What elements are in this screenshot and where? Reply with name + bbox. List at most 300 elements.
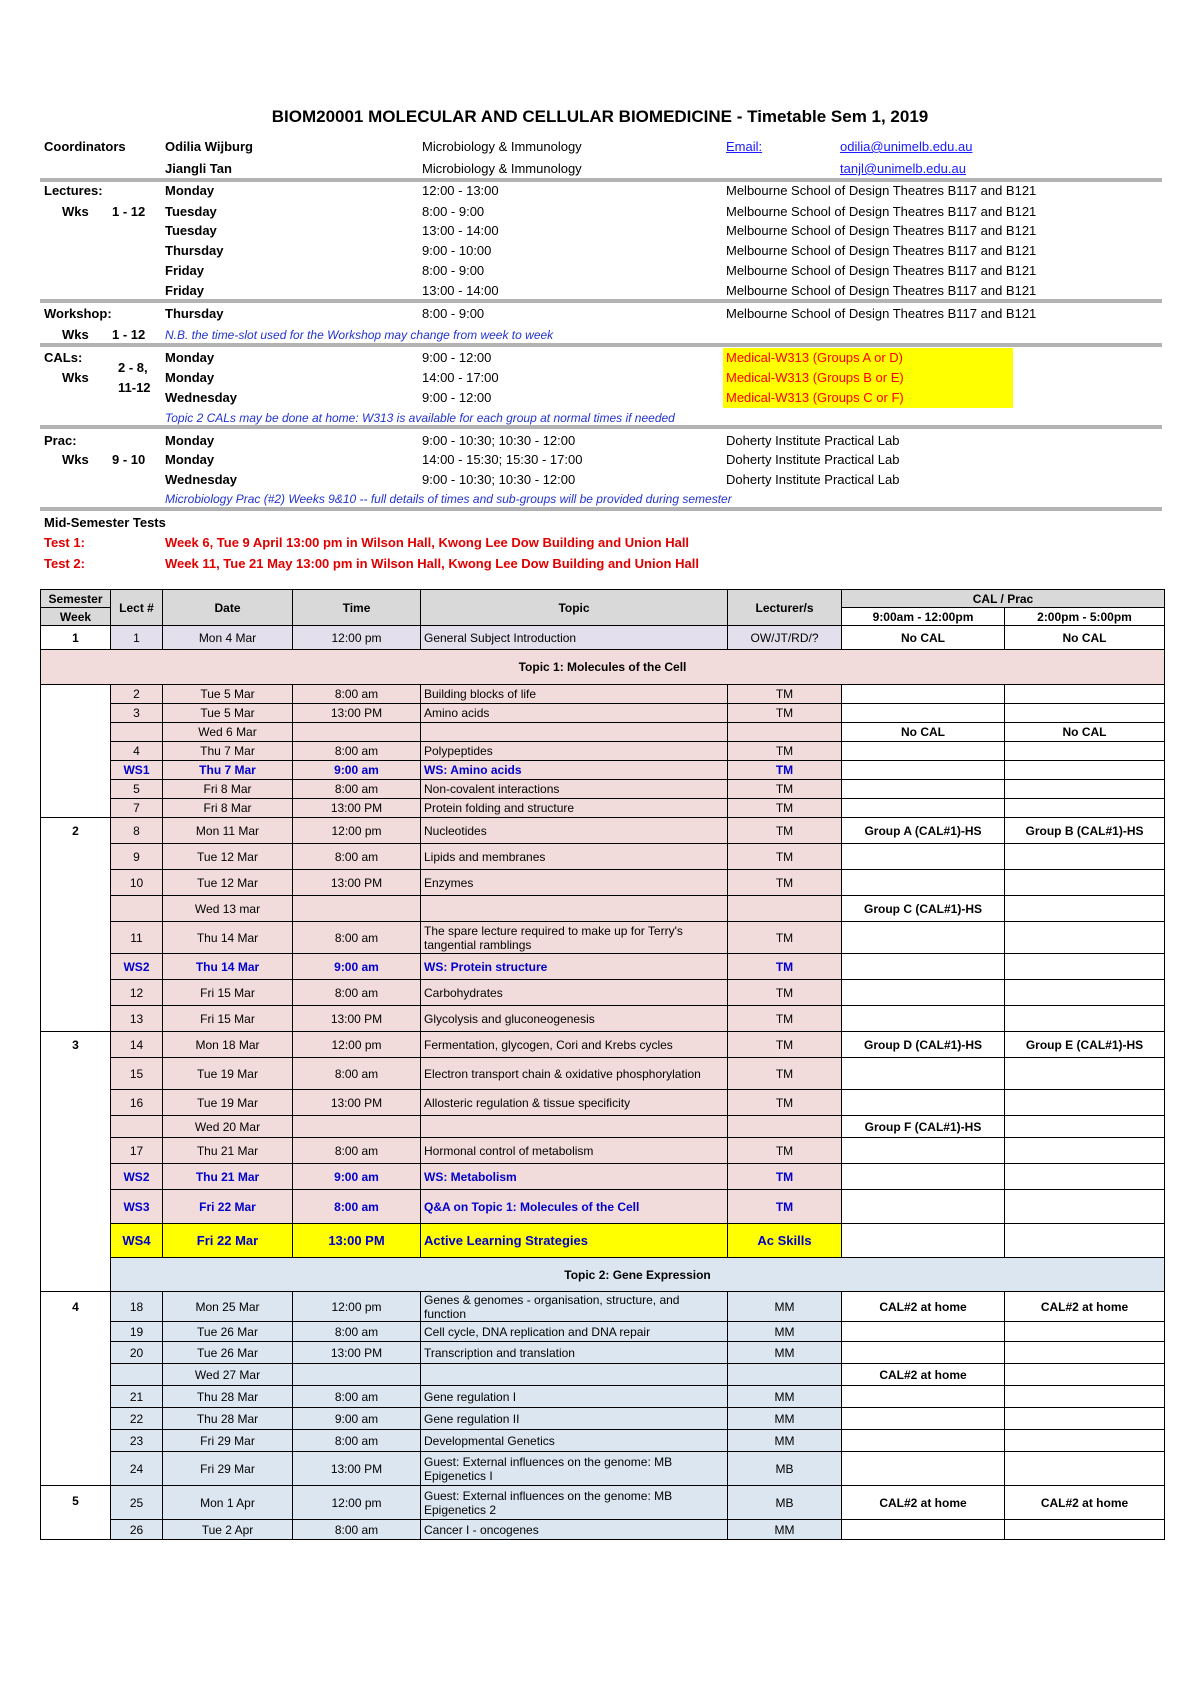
lecturer-cell: MB xyxy=(728,1486,842,1520)
lect-cell xyxy=(111,723,163,742)
topic-cell: Genes & genomes - organisation, structure, and function xyxy=(421,1292,728,1322)
lecturer-cell xyxy=(728,723,842,742)
time-cell: 8:00 am xyxy=(293,1058,421,1090)
date-cell: Tue 5 Mar xyxy=(163,685,293,704)
topic-cell: Hormonal control of metabolism xyxy=(421,1138,728,1164)
table-row xyxy=(41,1190,1165,1224)
lecture-venue: Melbourne School of Design Theatres B117 and B121 xyxy=(726,283,1037,298)
time-cell: 13:00 PM xyxy=(293,870,421,896)
cal-day: Monday xyxy=(165,350,215,365)
lecturer-cell: TM xyxy=(728,799,842,818)
cal-pm-cell xyxy=(1005,1364,1165,1386)
prac-venue: Doherty Institute Practical Lab xyxy=(726,472,900,487)
lect-cell: WS1 xyxy=(111,761,163,780)
cal-am-cell xyxy=(842,1430,1005,1452)
cal-am-cell xyxy=(842,1386,1005,1408)
time-cell: 8:00 am xyxy=(293,685,421,704)
prac-day: Wednesday xyxy=(165,472,238,487)
date-cell: Thu 28 Mar xyxy=(163,1408,293,1430)
time-cell: 8:00 am xyxy=(293,1190,421,1224)
cal-pm-cell xyxy=(1005,1342,1165,1364)
cal-pm-cell xyxy=(1005,780,1165,799)
prac-time: 9:00 - 10:30; 10:30 - 12:00 xyxy=(422,472,576,487)
topic-cell: Transcription and translation xyxy=(421,1342,728,1364)
time-cell: 12:00 pm xyxy=(293,1486,421,1520)
table-row xyxy=(41,1138,1165,1164)
time-cell: 8:00 am xyxy=(293,1430,421,1452)
lect-cell: 18 xyxy=(111,1292,163,1322)
cal-pm-cell: CAL#2 at home xyxy=(1005,1292,1165,1322)
email-link[interactable]: tanjl@unimelb.edu.au xyxy=(840,161,966,176)
cal-pm-cell xyxy=(1005,1090,1165,1116)
time-cell: 13:00 PM xyxy=(293,1224,421,1258)
topic-cell xyxy=(421,1364,728,1386)
lecturer-cell: TM xyxy=(728,922,842,954)
week-cell: 2 xyxy=(41,818,111,1032)
table-row xyxy=(41,1292,1165,1322)
lecturer-cell: TM xyxy=(728,1006,842,1032)
lect-cell: 26 xyxy=(111,1520,163,1540)
week-header: Semester xyxy=(41,590,111,608)
cal-pm-cell xyxy=(1005,1322,1165,1342)
lecturer-cell: TM xyxy=(728,980,842,1006)
week-cell: 5 xyxy=(41,1486,111,1540)
lecturer-cell: OW/JT/RD/? xyxy=(728,626,842,650)
topic-cell: Allosteric regulation & tissue specificity xyxy=(421,1090,728,1116)
cal-am-cell xyxy=(842,1322,1005,1342)
topic-cell: Guest: External influences on the genome: MB Epigenetics 2 xyxy=(421,1486,728,1520)
cal-pm-cell xyxy=(1005,1058,1165,1090)
prac-venue: Doherty Institute Practical Lab xyxy=(726,452,900,467)
coordinators-label: Coordinators xyxy=(44,139,126,154)
table-row xyxy=(41,1486,1165,1520)
cal-pm-cell xyxy=(1005,1408,1165,1430)
lecture-day: Friday xyxy=(165,263,205,278)
topic-cell: Developmental Genetics xyxy=(421,1430,728,1452)
lect-cell: WS2 xyxy=(111,1164,163,1190)
lect-cell: 1 xyxy=(111,626,163,650)
weeks-range: 1 - 12 xyxy=(112,327,146,342)
cal-am-cell xyxy=(842,1342,1005,1364)
cal-pm-cell xyxy=(1005,1520,1165,1540)
prac-time: 9:00 - 10:30; 10:30 - 12:00 xyxy=(422,433,576,448)
lecturer-cell xyxy=(728,896,842,922)
table-row xyxy=(41,1090,1165,1116)
cal-am-cell xyxy=(842,870,1005,896)
cal-am-cell xyxy=(842,1058,1005,1090)
lect-cell: 5 xyxy=(111,780,163,799)
cal-pm-cell xyxy=(1005,1138,1165,1164)
topic-cell: Q&A on Topic 1: Molecules of the Cell xyxy=(421,1190,728,1224)
lect-cell: WS4 xyxy=(111,1224,163,1258)
cal-am-cell: No CAL xyxy=(842,626,1005,650)
lect-header: Lect # xyxy=(111,590,163,626)
coordinator-dept: Microbiology & Immunology xyxy=(422,139,582,154)
cal-pm-cell xyxy=(1005,1386,1165,1408)
weeks-label: Wks xyxy=(62,370,89,385)
week-header: Week xyxy=(41,608,111,626)
topic-cell: Non-covalent interactions xyxy=(421,780,728,799)
topic-cell: Guest: External influences on the genome: MB Epigenetics I xyxy=(421,1452,728,1486)
table-row xyxy=(41,1520,1165,1540)
email-label[interactable]: Email: xyxy=(726,139,763,154)
week-cell: 4 xyxy=(41,1292,111,1486)
time-cell: 12:00 pm xyxy=(293,626,421,650)
lecture-day: Tuesday xyxy=(165,204,217,219)
date-header: Date xyxy=(163,590,293,626)
lect-cell xyxy=(111,1364,163,1386)
cal-pm-cell xyxy=(1005,954,1165,980)
cal-am-cell: CAL#2 at home xyxy=(842,1486,1005,1520)
date-cell: Wed 6 Mar xyxy=(163,723,293,742)
time-cell: 13:00 PM xyxy=(293,1006,421,1032)
date-cell: Fri 22 Mar xyxy=(163,1190,293,1224)
topic-cell: Lipids and membranes xyxy=(421,844,728,870)
lect-cell: 9 xyxy=(111,844,163,870)
table-row xyxy=(41,1322,1165,1342)
date-cell: Fri 8 Mar xyxy=(163,799,293,818)
lecturer-cell: TM xyxy=(728,954,842,980)
prac-day: Monday xyxy=(165,452,215,467)
topic-cell: General Subject Introduction xyxy=(421,626,728,650)
lect-cell: 19 xyxy=(111,1322,163,1342)
time-cell: 8:00 am xyxy=(293,742,421,761)
section-divider xyxy=(40,507,1162,511)
lect-cell: 15 xyxy=(111,1058,163,1090)
topic-banner: Topic 2: Gene Expression xyxy=(111,1258,1165,1292)
lect-cell: 13 xyxy=(111,1006,163,1032)
table-row xyxy=(41,1058,1165,1090)
lect-cell: 21 xyxy=(111,1386,163,1408)
cal-pm-cell xyxy=(1005,1116,1165,1138)
timetable xyxy=(40,589,1165,1540)
prac-label: Prac: xyxy=(44,433,77,448)
date-cell: Mon 25 Mar xyxy=(163,1292,293,1322)
date-cell: Fri 29 Mar xyxy=(163,1452,293,1486)
table-row xyxy=(41,1116,1165,1138)
date-cell: Tue 2 Apr xyxy=(163,1520,293,1540)
coordinator-dept: Microbiology & Immunology xyxy=(422,161,582,176)
time-cell: 13:00 PM xyxy=(293,1452,421,1486)
time-cell: 9:00 am xyxy=(293,761,421,780)
cal-pm-cell xyxy=(1005,896,1165,922)
cal-am-cell: No CAL xyxy=(842,723,1005,742)
date-cell: Thu 7 Mar xyxy=(163,761,293,780)
section-divider xyxy=(40,343,1162,347)
table-row xyxy=(41,1032,1165,1058)
date-cell: Tue 19 Mar xyxy=(163,1058,293,1090)
cal-pm-cell xyxy=(1005,704,1165,723)
topic-cell: The spare lecture required to make up for Terry's tangential ramblings xyxy=(421,922,728,954)
time-cell: 9:00 am xyxy=(293,1164,421,1190)
weeks-label: Wks xyxy=(62,204,89,219)
date-cell: Tue 5 Mar xyxy=(163,704,293,723)
topic-cell: Cell cycle, DNA replication and DNA repair xyxy=(421,1322,728,1342)
cal-am-cell xyxy=(842,1090,1005,1116)
table-row xyxy=(41,685,1165,704)
cal-am-cell: Group C (CAL#1)-HS xyxy=(842,896,1005,922)
topic-cell xyxy=(421,896,728,922)
email-link[interactable]: odilia@unimelb.edu.au xyxy=(840,139,973,154)
time-cell: 8:00 am xyxy=(293,780,421,799)
cal-pm-cell: CAL#2 at home xyxy=(1005,1486,1165,1520)
cal-venue: Medical-W313 (Groups A or D) xyxy=(726,350,904,365)
topic-cell: WS: Protein structure xyxy=(421,954,728,980)
time-cell xyxy=(293,896,421,922)
cal-pm-cell xyxy=(1005,761,1165,780)
cal-am-cell xyxy=(842,1408,1005,1430)
table-row xyxy=(41,1224,1165,1258)
topic-cell: Gene regulation II xyxy=(421,1408,728,1430)
lecturer-cell: TM xyxy=(728,704,842,723)
lecturer-cell xyxy=(728,1364,842,1386)
cal-venue: Medical-W313 (Groups B or E) xyxy=(726,370,904,385)
table-row xyxy=(41,1430,1165,1452)
table-row xyxy=(41,870,1165,896)
prac-day: Monday xyxy=(165,433,215,448)
date-cell: Tue 12 Mar xyxy=(163,844,293,870)
test-detail: Week 6, Tue 9 April 13:00 pm in Wilson Hall, Kwong Lee Dow Building and Union Hall xyxy=(165,535,690,550)
cal-am-cell xyxy=(842,954,1005,980)
weeks-label: Wks xyxy=(62,452,89,467)
lecture-day: Thursday xyxy=(165,243,224,258)
date-cell: Mon 11 Mar xyxy=(163,818,293,844)
topic-cell: Nucleotides xyxy=(421,818,728,844)
date-cell: Tue 26 Mar xyxy=(163,1342,293,1364)
cal-am-cell xyxy=(842,742,1005,761)
time-cell: 8:00 am xyxy=(293,980,421,1006)
lecture-day: Tuesday xyxy=(165,223,217,238)
cal-header: CAL / Prac xyxy=(842,590,1165,608)
time-cell: 8:00 am xyxy=(293,1386,421,1408)
topic-cell: Carbohydrates xyxy=(421,980,728,1006)
time-cell: 13:00 PM xyxy=(293,1090,421,1116)
cal-am-cell: Group F (CAL#1)-HS xyxy=(842,1116,1005,1138)
table-row xyxy=(41,626,1165,650)
cal-pm-header: 2:00pm - 5:00pm xyxy=(1005,608,1165,626)
time-cell: 8:00 am xyxy=(293,1322,421,1342)
cal-pm-cell xyxy=(1005,1190,1165,1224)
lecture-time: 13:00 - 14:00 xyxy=(422,283,499,298)
week-cell xyxy=(41,685,111,818)
weeks-range: 11-12 xyxy=(118,380,151,395)
cal-day: Wednesday xyxy=(165,390,238,405)
lecturer-header: Lecturer/s xyxy=(728,590,842,626)
cal-pm-cell xyxy=(1005,742,1165,761)
date-cell: Fri 8 Mar xyxy=(163,780,293,799)
prac-note: Microbiology Prac (#2) Weeks 9&10 -- full details of times and sub-groups will be provided during semester xyxy=(165,492,732,506)
date-cell: Mon 1 Apr xyxy=(163,1486,293,1520)
workshop-label: Workshop: xyxy=(44,306,112,321)
date-cell: Mon 18 Mar xyxy=(163,1032,293,1058)
section-divider xyxy=(40,299,1162,303)
lecturer-cell: MB xyxy=(728,1452,842,1486)
lecturer-cell: TM xyxy=(728,685,842,704)
time-cell xyxy=(293,1364,421,1386)
cal-pm-cell xyxy=(1005,844,1165,870)
table-row xyxy=(41,723,1165,742)
workshop-day: Thursday xyxy=(165,306,224,321)
cal-pm-cell xyxy=(1005,1006,1165,1032)
lect-cell: 25 xyxy=(111,1486,163,1520)
cal-am-cell xyxy=(842,780,1005,799)
cal-am-cell: Group D (CAL#1)-HS xyxy=(842,1032,1005,1058)
topic-header: Topic xyxy=(421,590,728,626)
cal-am-cell xyxy=(842,1138,1005,1164)
time-cell: 8:00 am xyxy=(293,844,421,870)
lect-cell xyxy=(111,896,163,922)
date-cell: Thu 14 Mar xyxy=(163,954,293,980)
weeks-range: 9 - 10 xyxy=(112,452,146,467)
cal-time: 9:00 - 12:00 xyxy=(422,350,492,365)
topic-cell: Electron transport chain & oxidative phosphorylation xyxy=(421,1058,728,1090)
cal-pm-cell: No CAL xyxy=(1005,723,1165,742)
cals-note: Topic 2 CALs may be done at home: W313 is available for each group at normal times if needed xyxy=(165,411,675,425)
cal-pm-cell xyxy=(1005,685,1165,704)
time-cell: 8:00 am xyxy=(293,1520,421,1540)
cal-am-cell xyxy=(842,1006,1005,1032)
cal-am-header: 9:00am - 12:00pm xyxy=(842,608,1005,626)
lect-cell: 8 xyxy=(111,818,163,844)
cal-am-cell xyxy=(842,685,1005,704)
time-cell: 13:00 PM xyxy=(293,1342,421,1364)
date-cell: Wed 20 Mar xyxy=(163,1116,293,1138)
section-divider xyxy=(40,178,1162,182)
lecture-venue: Melbourne School of Design Theatres B117 and B121 xyxy=(726,183,1037,198)
lect-cell: WS2 xyxy=(111,954,163,980)
workshop-venue: Melbourne School of Design Theatres B117 and B121 xyxy=(726,306,1037,321)
date-cell: Tue 26 Mar xyxy=(163,1322,293,1342)
tests-label: Mid-Semester Tests xyxy=(44,515,166,530)
date-cell: Fri 15 Mar xyxy=(163,980,293,1006)
topic-cell: Protein folding and structure xyxy=(421,799,728,818)
workshop-time: 8:00 - 9:00 xyxy=(422,306,485,321)
lecturer-cell: MM xyxy=(728,1292,842,1322)
table-row xyxy=(41,980,1165,1006)
lecturer-cell xyxy=(728,1116,842,1138)
lecturer-cell: TM xyxy=(728,761,842,780)
lecturer-cell: TM xyxy=(728,818,842,844)
cal-am-cell xyxy=(842,761,1005,780)
lecture-time: 13:00 - 14:00 xyxy=(422,223,499,238)
coordinator-name: Jiangli Tan xyxy=(165,161,232,176)
cal-am-cell: Group A (CAL#1)-HS xyxy=(842,818,1005,844)
date-cell: Tue 19 Mar xyxy=(163,1090,293,1116)
lect-cell: 4 xyxy=(111,742,163,761)
date-cell: Mon 4 Mar xyxy=(163,626,293,650)
week-cell: 3 xyxy=(41,1032,111,1292)
table-row xyxy=(41,799,1165,818)
date-cell: Tue 12 Mar xyxy=(163,870,293,896)
cal-am-cell xyxy=(842,1190,1005,1224)
time-header: Time xyxy=(293,590,421,626)
cal-pm-cell xyxy=(1005,1164,1165,1190)
topic-cell xyxy=(421,723,728,742)
topic-cell: WS: Amino acids xyxy=(421,761,728,780)
week-cell: 1 xyxy=(41,626,111,650)
time-cell: 8:00 am xyxy=(293,1138,421,1164)
topic-cell: WS: Metabolism xyxy=(421,1164,728,1190)
page-title: BIOM20001 MOLECULAR AND CELLULAR BIOMEDICINE - Timetable Sem 1, 2019 xyxy=(271,107,929,126)
lecture-time: 8:00 - 9:00 xyxy=(422,204,485,219)
lect-cell: 23 xyxy=(111,1430,163,1452)
table-row xyxy=(41,780,1165,799)
lecturer-cell: TM xyxy=(728,1190,842,1224)
lecturer-cell: MM xyxy=(728,1408,842,1430)
topic-cell: Cancer I - oncogenes xyxy=(421,1520,728,1540)
cal-am-cell xyxy=(842,1224,1005,1258)
cal-am-cell xyxy=(842,704,1005,723)
lecturer-cell: MM xyxy=(728,1386,842,1408)
cal-am-cell xyxy=(842,980,1005,1006)
coordinator-name: Odilia Wijburg xyxy=(165,139,253,154)
lecturer-cell: TM xyxy=(728,1032,842,1058)
date-cell: Wed 13 mar xyxy=(163,896,293,922)
table-row xyxy=(41,954,1165,980)
table-row xyxy=(41,1164,1165,1190)
table-row xyxy=(41,742,1165,761)
cal-pm-cell xyxy=(1005,1224,1165,1258)
lectures-label: Lectures: xyxy=(44,183,103,198)
cal-pm-cell xyxy=(1005,922,1165,954)
table-row xyxy=(41,1006,1165,1032)
time-cell: 12:00 pm xyxy=(293,818,421,844)
weeks-label: Wks xyxy=(62,327,89,342)
topic-cell: Fermentation, glycogen, Cori and Krebs cycles xyxy=(421,1032,728,1058)
topic-banner: Topic 1: Molecules of the Cell xyxy=(41,650,1165,685)
time-cell: 12:00 pm xyxy=(293,1032,421,1058)
cal-pm-cell xyxy=(1005,1452,1165,1486)
cal-venue: Medical-W313 (Groups C or F) xyxy=(726,390,904,405)
date-cell: Thu 21 Mar xyxy=(163,1164,293,1190)
cals-label: CALs: xyxy=(44,350,83,365)
cal-pm-cell xyxy=(1005,980,1165,1006)
workshop-note: N.B. the time-slot used for the Workshop may change from week to week xyxy=(165,328,554,342)
date-cell: Wed 27 Mar xyxy=(163,1364,293,1386)
lecture-day: Monday xyxy=(165,183,215,198)
test-detail: Week 11, Tue 21 May 13:00 pm in Wilson Hall, Kwong Lee Dow Building and Union Hall xyxy=(165,556,699,571)
lecturer-cell: TM xyxy=(728,780,842,799)
table-row xyxy=(41,761,1165,780)
test-name: Test 2: xyxy=(44,556,85,571)
cal-pm-cell: Group E (CAL#1)-HS xyxy=(1005,1032,1165,1058)
table-row xyxy=(41,1386,1165,1408)
topic-cell: Building blocks of life xyxy=(421,685,728,704)
weeks-range: 2 - 8, xyxy=(118,360,148,375)
test-name: Test 1: xyxy=(44,535,85,550)
lect-cell: 10 xyxy=(111,870,163,896)
lecture-venue: Melbourne School of Design Theatres B117 and B121 xyxy=(726,204,1037,219)
lecturer-cell: Ac Skills xyxy=(728,1224,842,1258)
date-cell: Fri 22 Mar xyxy=(163,1224,293,1258)
cal-am-cell: CAL#2 at home xyxy=(842,1364,1005,1386)
lecture-time: 8:00 - 9:00 xyxy=(422,263,485,278)
lecture-time: 12:00 - 13:00 xyxy=(422,183,499,198)
time-cell: 9:00 am xyxy=(293,954,421,980)
lecturer-cell: TM xyxy=(728,1090,842,1116)
lect-cell xyxy=(111,1116,163,1138)
time-cell: 12:00 pm xyxy=(293,1292,421,1322)
table-row xyxy=(41,818,1165,844)
lecturer-cell: TM xyxy=(728,1164,842,1190)
lecture-venue: Melbourne School of Design Theatres B117 and B121 xyxy=(726,263,1037,278)
lecture-venue: Melbourne School of Design Theatres B117 and B121 xyxy=(726,243,1037,258)
cal-am-cell: CAL#2 at home xyxy=(842,1292,1005,1322)
lecture-day: Friday xyxy=(165,283,205,298)
weeks-range: 1 - 12 xyxy=(112,204,146,219)
lecture-venue: Melbourne School of Design Theatres B117 and B121 xyxy=(726,223,1037,238)
cal-time: 14:00 - 17:00 xyxy=(422,370,499,385)
